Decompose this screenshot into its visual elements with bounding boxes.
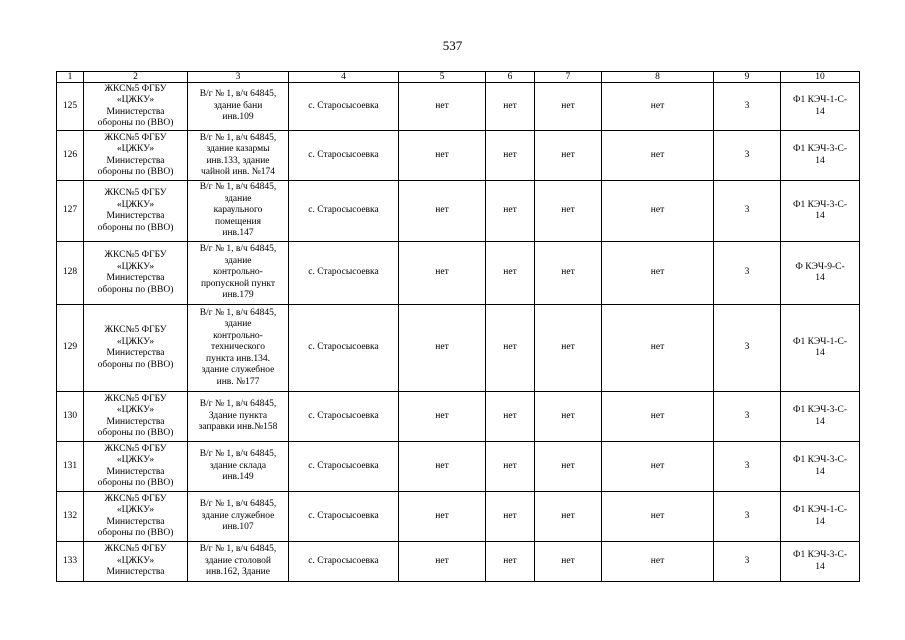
column-8-cell: нет bbox=[602, 181, 714, 242]
organization-cell-line: ЖКС№5 ФГБУ bbox=[104, 393, 167, 404]
column-8-cell: нет bbox=[602, 442, 714, 492]
organization-cell-line: обороны по (ВВО) bbox=[97, 478, 174, 488]
column-5-cell: нет bbox=[399, 492, 486, 542]
column-7-cell: нет bbox=[535, 131, 602, 181]
settlement-cell: с. Старосысоевка bbox=[289, 492, 399, 542]
code-cell-line: 14 bbox=[815, 561, 825, 572]
object-cell-line: инв.162, Здание bbox=[206, 567, 270, 578]
organization-cell-line: «ЦЖКУ» bbox=[116, 336, 155, 347]
code-cell-line: Ф1 КЭЧ-1-С- bbox=[792, 336, 848, 347]
object-cell-line: помещения bbox=[215, 216, 261, 227]
column-5-cell: нет bbox=[399, 305, 486, 392]
table-row bbox=[57, 442, 860, 492]
column-header: 10 bbox=[781, 72, 860, 83]
object-cell-line: инв. №177 bbox=[216, 376, 260, 387]
column-5-cell: нет bbox=[399, 131, 486, 181]
code-cell-line: Ф1 КЭЧ-3-С- bbox=[792, 405, 848, 415]
object-cell-line: пропускной пункт bbox=[200, 278, 276, 289]
column-6-cell: нет bbox=[486, 542, 535, 582]
organization-cell bbox=[84, 181, 188, 242]
object-cell-line: здание bbox=[224, 255, 252, 266]
code-cell bbox=[781, 492, 860, 542]
column-8-cell: нет bbox=[602, 542, 714, 582]
organization-cell bbox=[84, 392, 188, 442]
organization-cell-line: Министерства bbox=[106, 106, 165, 117]
column-6-cell: нет bbox=[486, 492, 535, 542]
column-5-cell: нет bbox=[399, 242, 486, 305]
column-5-cell: нет bbox=[399, 442, 486, 492]
column-5-cell: нет bbox=[399, 83, 486, 131]
column-7-cell: нет bbox=[535, 242, 602, 305]
organization-cell-line: Министерства bbox=[106, 155, 165, 166]
object-cell-line: здание bbox=[224, 193, 252, 204]
table-body bbox=[57, 83, 860, 582]
table-row bbox=[57, 83, 860, 131]
object-cell-line: инв.149 bbox=[222, 472, 254, 483]
column-header: 6 bbox=[486, 72, 535, 83]
column-header: 9 bbox=[714, 72, 781, 83]
object-cell-line: инв.109 bbox=[222, 112, 254, 123]
code-cell-line: 14 bbox=[815, 466, 825, 477]
object-cell-line: здание служебное bbox=[201, 510, 275, 521]
column-6-cell: нет bbox=[486, 83, 535, 131]
organization-cell bbox=[84, 242, 188, 305]
organization-cell-line: обороны по (ВВО) bbox=[97, 428, 174, 438]
organization-cell-line: Министерства bbox=[106, 211, 165, 221]
organization-cell-line: «ЦЖКУ» bbox=[116, 555, 155, 566]
page-number: 537 bbox=[442, 38, 463, 53]
column-header: 2 bbox=[84, 72, 188, 83]
code-cell-line: 14 bbox=[815, 155, 825, 166]
column-header: 1 bbox=[57, 72, 84, 83]
organization-cell-line: Министерства bbox=[106, 273, 165, 283]
object-cell-line: заправки инв.№158 bbox=[198, 422, 278, 433]
object-cell-line: В/г № 1, в/ч 64845, bbox=[199, 399, 277, 410]
code-cell bbox=[781, 181, 860, 242]
column-header: 7 bbox=[535, 72, 602, 83]
settlement-cell: с. Старосысоевка bbox=[289, 83, 399, 131]
code-cell-line: 14 bbox=[815, 273, 825, 283]
code-cell bbox=[781, 131, 860, 181]
column-7-cell: нет bbox=[535, 392, 602, 442]
organization-cell-line: Министерства bbox=[106, 416, 165, 427]
column-8-cell: нет bbox=[602, 83, 714, 131]
organization-cell-line: «ЦЖКУ» bbox=[116, 95, 155, 105]
object-cell-line: здание склада bbox=[209, 460, 267, 471]
object-cell-line: здание казармы bbox=[206, 144, 270, 154]
organization-cell-line: «ЦЖКУ» bbox=[116, 199, 155, 210]
column-8-cell: нет bbox=[602, 392, 714, 442]
organization-cell-line: Министерства bbox=[106, 348, 165, 358]
column-9-cell: 3 bbox=[714, 305, 781, 392]
table-row bbox=[57, 131, 860, 181]
row-number-cell: 127 bbox=[57, 181, 84, 242]
organization-cell-line: обороны по (ВВО) bbox=[97, 528, 174, 538]
organization-cell-line: «ЦЖКУ» bbox=[116, 144, 155, 154]
row-number-cell: 125 bbox=[57, 83, 84, 131]
table-row bbox=[57, 242, 860, 305]
object-cell-line: здание бани bbox=[213, 100, 263, 111]
column-5-cell: нет bbox=[399, 542, 486, 582]
column-7-cell: нет bbox=[535, 305, 602, 392]
code-cell bbox=[781, 442, 860, 492]
settlement-cell: с. Старосысоевка bbox=[289, 392, 399, 442]
object-cell bbox=[188, 181, 289, 242]
organization-cell-line: ЖКС№5 ФГБУ bbox=[104, 544, 167, 555]
object-cell-line: караульного bbox=[213, 205, 263, 216]
code-cell-line: Ф1 КЭЧ-3-С- bbox=[792, 550, 848, 560]
settlement-cell: с. Старосысоевка bbox=[289, 181, 399, 242]
settlement-cell: с. Старосысоевка bbox=[289, 305, 399, 392]
object-cell bbox=[188, 492, 289, 542]
object-cell-line: чайной инв. №174 bbox=[200, 167, 276, 177]
object-cell-line: инв.179 bbox=[222, 290, 254, 301]
code-cell-line: Ф1 КЭЧ-3-С- bbox=[792, 144, 848, 154]
organization-cell-line: ЖКС№5 ФГБУ bbox=[104, 83, 167, 94]
row-number-cell: 131 bbox=[57, 442, 84, 492]
object-cell-line: здание служебное bbox=[201, 365, 275, 376]
table-row bbox=[57, 542, 860, 582]
code-cell bbox=[781, 242, 860, 305]
column-7-cell: нет bbox=[535, 442, 602, 492]
object-cell bbox=[188, 131, 289, 181]
object-cell-line: здание столовой bbox=[204, 555, 271, 566]
code-cell bbox=[781, 392, 860, 442]
column-6-cell: нет bbox=[486, 181, 535, 242]
column-9-cell: 3 bbox=[714, 131, 781, 181]
code-cell-line: Ф КЭЧ-9-С- bbox=[795, 261, 845, 272]
code-cell-line: 14 bbox=[815, 106, 825, 117]
object-cell-line: В/г № 1, в/ч 64845, bbox=[199, 182, 277, 193]
column-8-cell: нет bbox=[602, 305, 714, 392]
code-cell-line: Ф1 КЭЧ-1-С- bbox=[792, 505, 848, 515]
organization-cell bbox=[84, 442, 188, 492]
table-row bbox=[57, 392, 860, 442]
registry-table bbox=[56, 71, 860, 582]
column-9-cell: 3 bbox=[714, 83, 781, 131]
column-6-cell: нет bbox=[486, 242, 535, 305]
organization-cell-line: ЖКС№5 ФГБУ bbox=[104, 132, 167, 143]
organization-cell bbox=[84, 492, 188, 542]
organization-cell-line: обороны по (ВВО) bbox=[97, 167, 174, 177]
column-9-cell: 3 bbox=[714, 242, 781, 305]
settlement-cell: с. Старосысоевка bbox=[289, 131, 399, 181]
header-row bbox=[57, 72, 860, 83]
column-8-cell: нет bbox=[602, 131, 714, 181]
object-cell-line: инв.147 bbox=[222, 228, 254, 239]
column-6-cell: нет bbox=[486, 131, 535, 181]
organization-cell-line: Министерства bbox=[106, 466, 165, 477]
object-cell bbox=[188, 83, 289, 131]
column-9-cell: 3 bbox=[714, 392, 781, 442]
organization-cell-line: ЖКС№5 ФГБУ bbox=[104, 325, 167, 335]
organization-cell-line: обороны по (ВВО) bbox=[97, 118, 174, 128]
row-number-cell: 132 bbox=[57, 492, 84, 542]
organization-cell bbox=[84, 305, 188, 392]
organization-cell-line: «ЦЖКУ» bbox=[116, 261, 155, 272]
organization-cell-line: «ЦЖКУ» bbox=[116, 405, 155, 415]
column-header: 3 bbox=[188, 72, 289, 83]
object-cell bbox=[188, 242, 289, 305]
object-cell bbox=[188, 305, 289, 392]
column-6-cell: нет bbox=[486, 305, 535, 392]
column-header: 4 bbox=[289, 72, 399, 83]
code-cell-line: 14 bbox=[815, 348, 825, 358]
code-cell-line: Ф1 КЭЧ-1-С- bbox=[792, 95, 848, 105]
code-cell bbox=[781, 83, 860, 131]
object-cell-line: инв.133, здание bbox=[206, 155, 270, 166]
column-5-cell: нет bbox=[399, 392, 486, 442]
object-cell-line: В/г № 1, в/ч 64845, bbox=[199, 307, 277, 318]
object-cell-line: В/г № 1, в/ч 64845, bbox=[199, 132, 277, 143]
code-cell bbox=[781, 305, 860, 392]
row-number-cell: 128 bbox=[57, 242, 84, 305]
organization-cell bbox=[84, 131, 188, 181]
code-cell bbox=[781, 542, 860, 582]
code-cell-line: 14 bbox=[815, 416, 825, 427]
object-cell-line: В/г № 1, в/ч 64845, bbox=[199, 499, 277, 510]
object-cell-line: В/г № 1, в/ч 64845, bbox=[199, 244, 277, 255]
row-number-cell: 129 bbox=[57, 305, 84, 392]
object-cell-line: контрольно- bbox=[213, 267, 263, 278]
object-cell-line: здание bbox=[224, 319, 252, 330]
organization-cell-line: обороны по (ВВО) bbox=[97, 359, 174, 370]
table-row bbox=[57, 492, 860, 542]
table-row bbox=[57, 181, 860, 242]
column-7-cell: нет bbox=[535, 83, 602, 131]
organization-cell-line: Министерства bbox=[106, 567, 165, 578]
code-cell-line: 14 bbox=[815, 516, 825, 527]
organization-cell-line: ЖКС№5 ФГБУ bbox=[104, 443, 167, 454]
organization-cell-line: обороны по (ВВО) bbox=[97, 284, 174, 295]
column-header: 8 bbox=[602, 72, 714, 83]
object-cell-line: В/г № 1, в/ч 64845, bbox=[199, 89, 277, 100]
organization-cell-line: «ЦЖКУ» bbox=[116, 505, 155, 515]
object-cell-line: технического bbox=[211, 342, 265, 353]
organization-cell-line: ЖКС№5 ФГБУ bbox=[104, 493, 167, 504]
row-number-cell: 126 bbox=[57, 131, 84, 181]
object-cell-line: Здание пункта bbox=[208, 410, 268, 421]
column-9-cell: 3 bbox=[714, 181, 781, 242]
column-8-cell: нет bbox=[602, 242, 714, 305]
organization-cell-line: «ЦЖКУ» bbox=[116, 455, 155, 465]
organization-cell bbox=[84, 83, 188, 131]
object-cell-line: В/г № 1, в/ч 64845, bbox=[199, 449, 277, 460]
row-number-cell: 130 bbox=[57, 392, 84, 442]
column-9-cell: 3 bbox=[714, 542, 781, 582]
row-number-cell: 133 bbox=[57, 542, 84, 582]
settlement-cell: с. Старосысоевка bbox=[289, 242, 399, 305]
object-cell-line: В/г № 1, в/ч 64845, bbox=[199, 544, 277, 555]
column-6-cell: нет bbox=[486, 442, 535, 492]
column-8-cell: нет bbox=[602, 492, 714, 542]
organization-cell-line: ЖКС№5 ФГБУ bbox=[104, 250, 167, 260]
column-7-cell: нет bbox=[535, 492, 602, 542]
table-row bbox=[57, 305, 860, 392]
object-cell-line: контрольно- bbox=[213, 330, 263, 341]
settlement-cell: с. Старосысоевка bbox=[289, 442, 399, 492]
column-5-cell: нет bbox=[399, 181, 486, 242]
settlement-cell: с. Старосысоевка bbox=[289, 542, 399, 582]
column-6-cell: нет bbox=[486, 392, 535, 442]
object-cell-line: пункта инв.134. bbox=[206, 353, 270, 364]
column-7-cell: нет bbox=[535, 181, 602, 242]
column-9-cell: 3 bbox=[714, 492, 781, 542]
code-cell-line: Ф1 КЭЧ-3-С- bbox=[792, 455, 848, 465]
code-cell-line: 14 bbox=[815, 211, 825, 221]
object-cell bbox=[188, 442, 289, 492]
organization-cell-line: обороны по (ВВО) bbox=[97, 222, 174, 233]
column-9-cell: 3 bbox=[714, 442, 781, 492]
column-7-cell: нет bbox=[535, 542, 602, 582]
organization-cell-line: Министерства bbox=[106, 516, 165, 527]
organization-cell bbox=[84, 542, 188, 582]
object-cell bbox=[188, 542, 289, 582]
column-header: 5 bbox=[399, 72, 486, 83]
object-cell-line: инв.107 bbox=[222, 522, 254, 533]
organization-cell-line: ЖКС№5 ФГБУ bbox=[104, 188, 167, 198]
code-cell-line: Ф1 КЭЧ-3-С- bbox=[792, 199, 848, 210]
object-cell bbox=[188, 392, 289, 442]
